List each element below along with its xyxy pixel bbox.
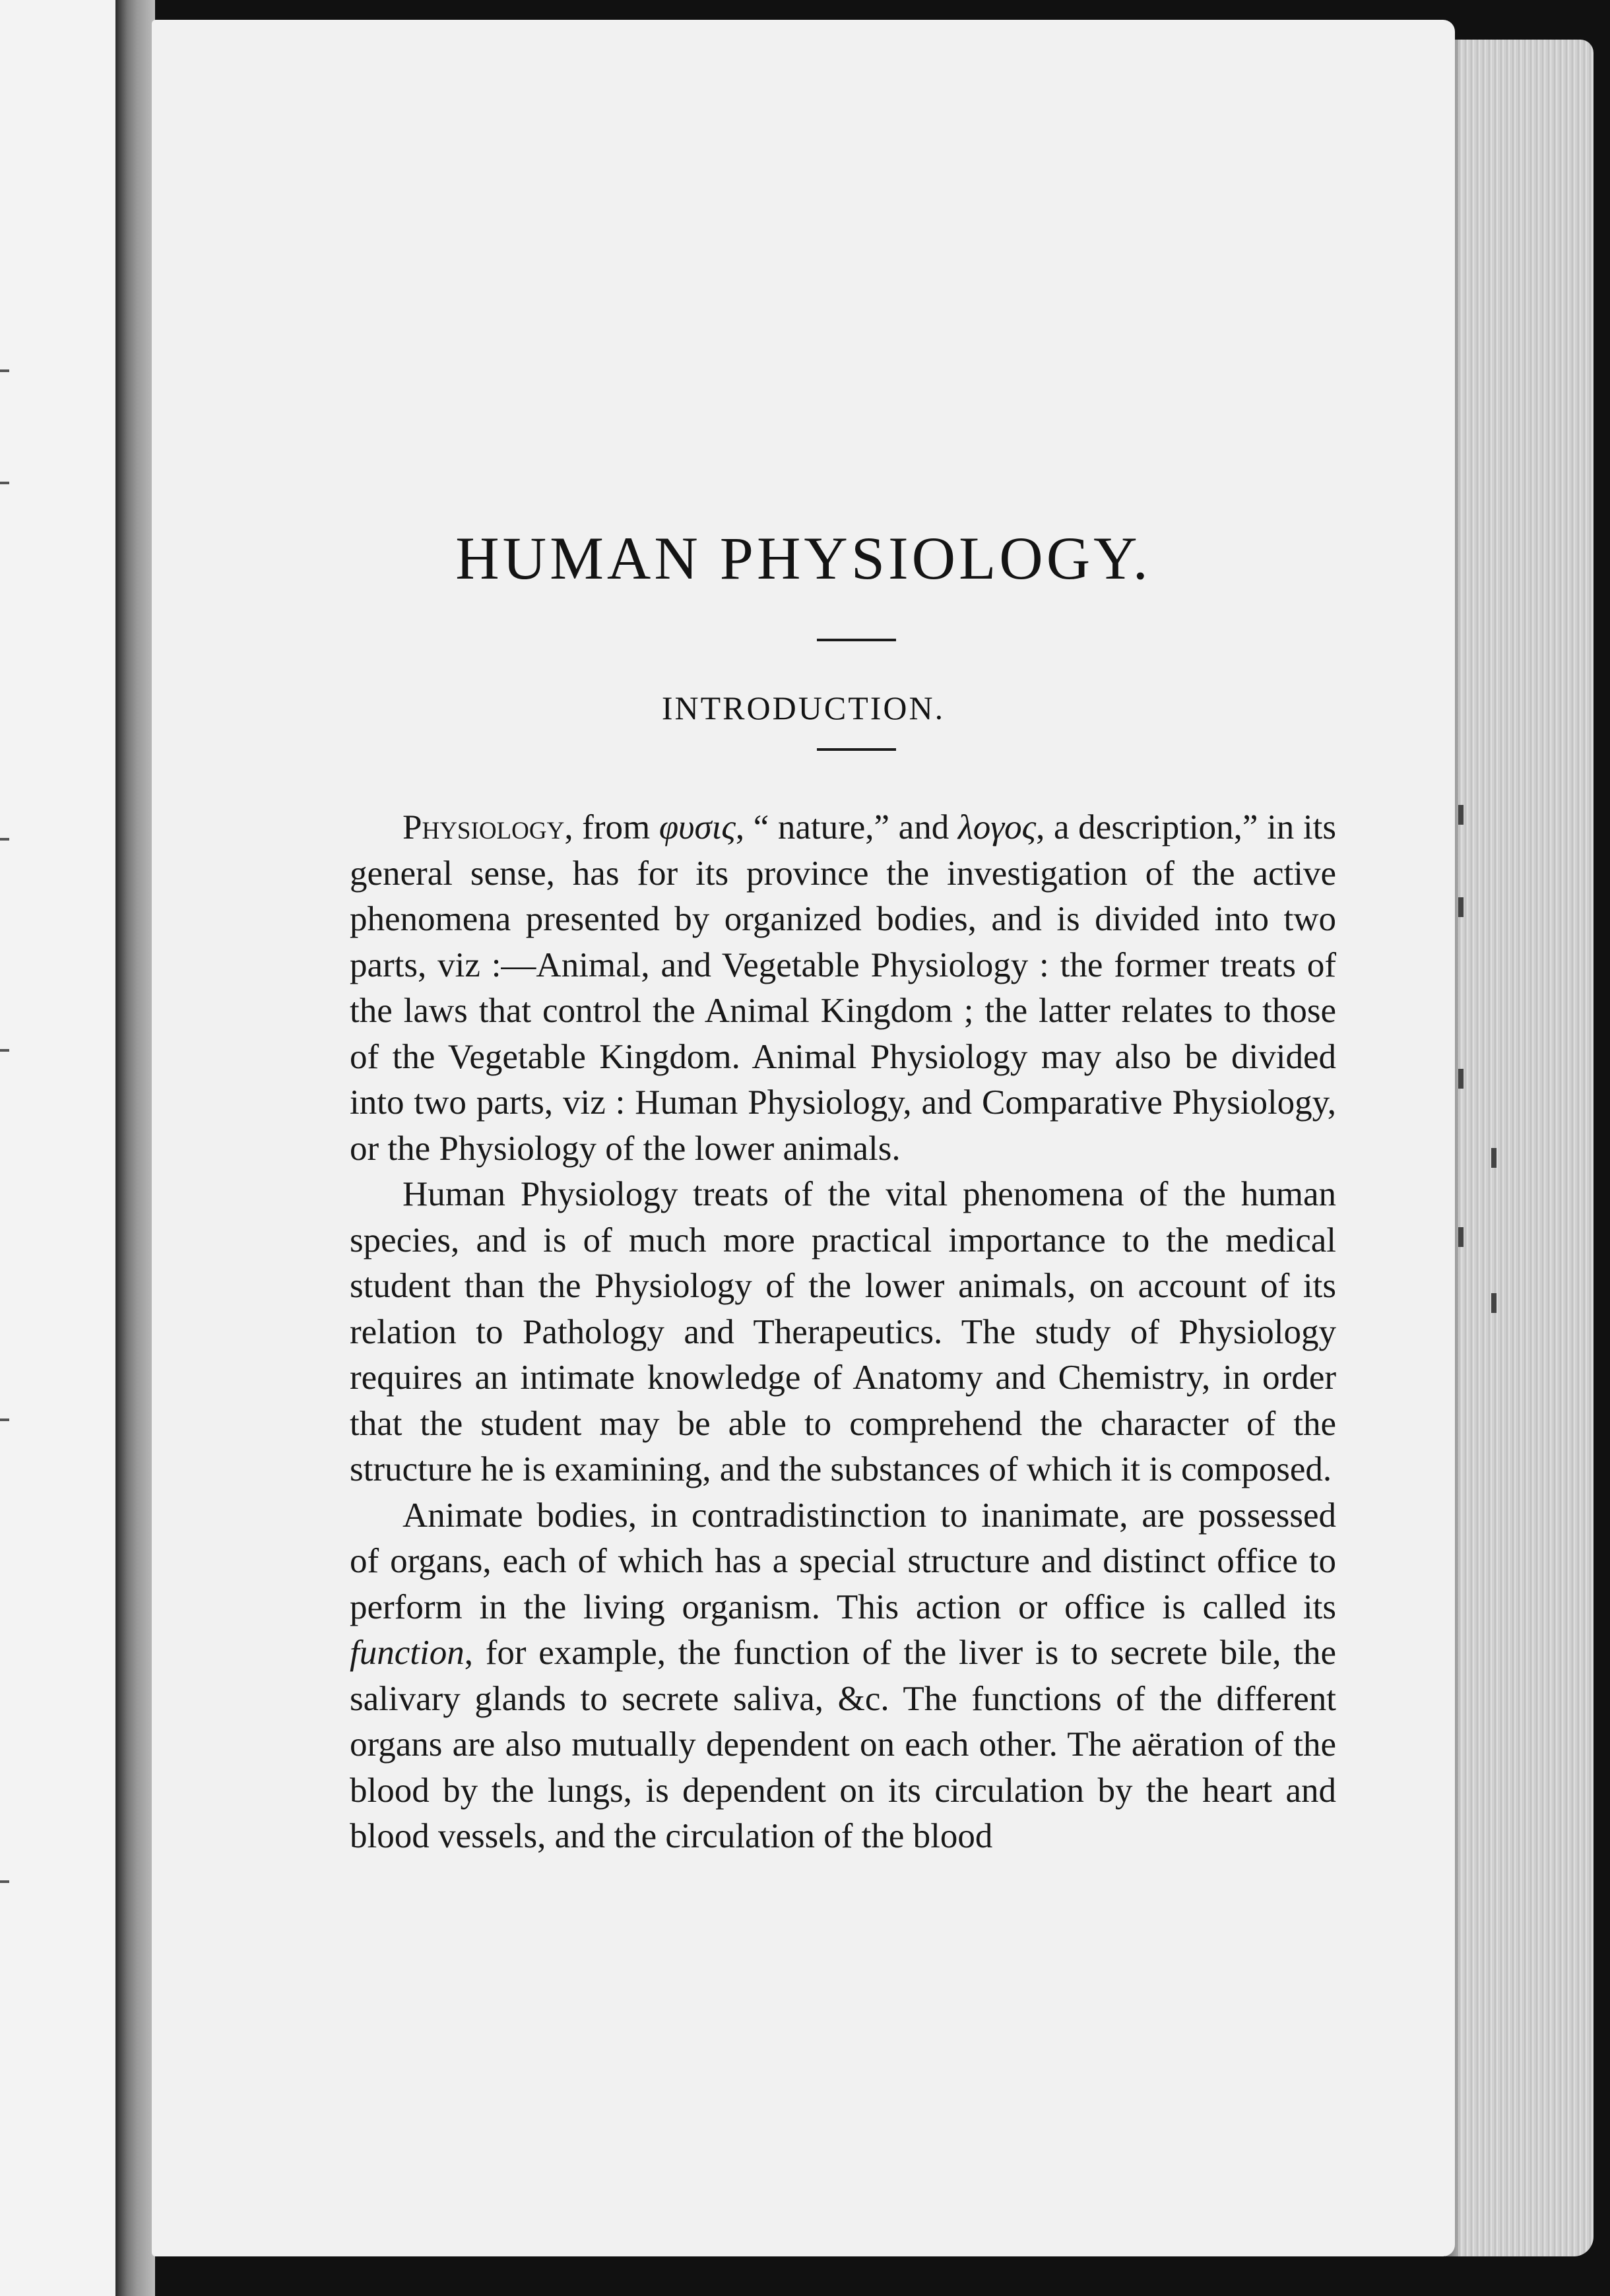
- edge-tick: [1491, 1293, 1497, 1313]
- edge-tick: [1458, 897, 1464, 917]
- body-paragraph: [350, 805, 1336, 1172]
- body-paragraph: [350, 1493, 1336, 1860]
- text-run: , for example, the function of the liver is to secrete bile, the salivary glands to secrete saliva, &c. The functions of the different organs are also mutually dependent on each other. The aëration of the blood by the lungs, is dependent on its circulation by the heart and blood vessels, and the circulation of the blood: [350, 1634, 1336, 1855]
- book-page: [152, 20, 1455, 2256]
- text-run: Human Physiology treats of the vital phenomena of the human species, and is of much more practical importance to the medical student than the Physiology of the lower animals, on account of its relation to Pathology and Therapeutics. The study of Physiology requires an intimate knowledge of Anatomy and Chemistry, in order that the student may be able to comprehend the character of the structure he is examining, and the substances of which it is composed.: [350, 1175, 1336, 1488]
- text-run: , “ nature,” and: [735, 808, 958, 846]
- edge-tick: [1458, 805, 1464, 825]
- edge-tick: [1491, 1148, 1497, 1168]
- lead-word: Physiology: [402, 808, 565, 846]
- page-block-edge: [1452, 40, 1594, 2256]
- greek-word: λογος: [957, 808, 1037, 846]
- text-run: , from: [564, 808, 659, 846]
- left-page-mark: [0, 1419, 9, 1421]
- page-title: HUMAN PHYSIOLOGY.: [455, 525, 1151, 592]
- greek-word: φυσις: [659, 808, 736, 846]
- text-run: Animate bodies, in contradistinction to inanimate, are possessed of organs, each of which has a special structure and distinct office to perform in the living organism. This action or office is called its: [350, 1496, 1336, 1626]
- left-page-mark: [0, 369, 9, 372]
- edge-tick: [1458, 1227, 1464, 1247]
- left-page-mark: [0, 1880, 9, 1883]
- section-heading: INTRODUCTION.: [661, 689, 946, 726]
- left-page-mark: [0, 1049, 9, 1052]
- title-rule: [817, 639, 896, 641]
- body-paragraph: [350, 1172, 1336, 1493]
- left-page-mark: [0, 482, 9, 484]
- text-run: , a description,” in its general sense, has for its province the investigation of the active phenomena presented by organized bodies, and is divided into two parts, viz :—Animal, and Vegetable Physiology : the former treats of the laws that control the Animal Kingdom ; the latter relates to those of the Vegetable Kingdom. Animal Physiology may also be divided into two parts, viz : Human Physiology, and Comparative Physiology, or the Physiology of the lower animals.: [350, 808, 1336, 1168]
- body-text: [350, 805, 1336, 1860]
- emphasized-word: function: [350, 1634, 465, 1672]
- edge-tick: [1458, 1069, 1464, 1089]
- left-page-mark: [0, 838, 9, 841]
- left-facing-page: [0, 0, 115, 2296]
- book-gutter: [115, 0, 155, 2296]
- subtitle-rule: [817, 748, 896, 751]
